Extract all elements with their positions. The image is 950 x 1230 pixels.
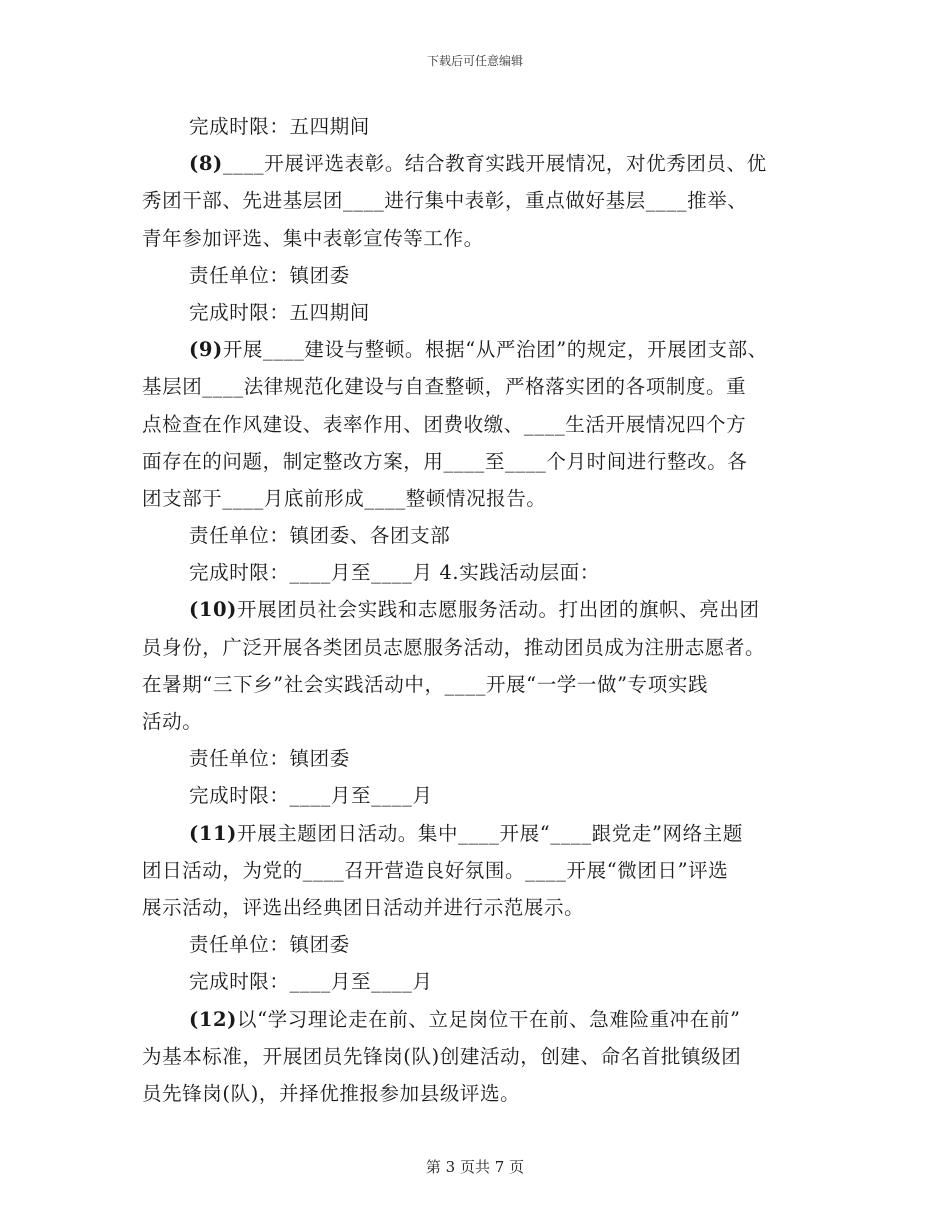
page-header: 下载后可任意编辑 <box>426 54 523 68</box>
line-text: 以“学习理论走在前、立足岗位干在前、急难险重冲在前” <box>237 1007 741 1031</box>
line-text: 完成时限：____月至____月 4.实践活动层面： <box>189 561 600 585</box>
text-line <box>142 740 812 777</box>
text-line <box>142 1038 812 1075</box>
text-line <box>142 1001 812 1038</box>
text-line <box>142 220 812 257</box>
text-line <box>142 963 812 1000</box>
line-text: 为基本标准，开展团员先锋岗(队)创建活动，创建、命名首批镇级团 <box>142 1044 742 1068</box>
line-text: 完成时限：五四期间 <box>189 115 370 138</box>
item-number: (12) <box>189 1007 237 1031</box>
text-line <box>142 852 812 889</box>
text-line <box>142 145 812 182</box>
item-number: (10) <box>189 598 237 622</box>
text-line <box>142 517 812 554</box>
line-text: 青年参加评选、集中表彰宣传等工作。 <box>142 226 484 250</box>
line-text: 完成时限：五四期间 <box>189 300 370 324</box>
text-line <box>142 815 812 852</box>
line-text: ____开展评选表彰。结合教育实践开展情况，对优秀团员、优 <box>222 152 767 176</box>
line-text: 完成时限：____月至____月 <box>189 784 433 808</box>
text-line <box>142 591 812 628</box>
item-number: (11) <box>189 821 237 845</box>
document-body <box>142 108 812 1112</box>
line-text: 员先锋岗(队)，并择优推报参加县级评选。 <box>142 1081 521 1105</box>
line-text: 面存在的问题，制定整改方案，用____至____个月时间进行整改。各 <box>142 449 748 473</box>
text-line <box>142 368 812 405</box>
line-text: 团日活动，为党的____召开营造良好氛围。____开展“微团日”评选 <box>142 858 729 882</box>
text-line <box>142 703 812 740</box>
line-text: 责任单位：镇团委 <box>189 933 350 957</box>
line-text: 完成时限：____月至____月 <box>189 970 433 994</box>
line-text: 点检查在作风建设、表率作用、团费收缴、____生活开展情况四个方 <box>142 412 747 436</box>
text-line <box>142 889 812 926</box>
page-footer: 第 3 页共 7 页 <box>425 1158 525 1176</box>
text-line <box>142 331 812 368</box>
text-line <box>142 108 812 145</box>
line-text: 团支部于____月底前形成____整顿情况报告。 <box>142 486 547 510</box>
line-text: 开展____建设与整顿。根据“从严治团”的规定，开展团支部、 <box>222 338 768 362</box>
line-text: 开展主题团日活动。集中____开展“____跟党走”网络主题 <box>237 821 743 845</box>
item-number: (8) <box>189 152 223 176</box>
text-line <box>142 480 812 517</box>
line-text: 活动。 <box>142 710 203 733</box>
text-line <box>142 443 812 480</box>
text-line <box>142 629 812 666</box>
line-text: 展示活动，评选出经典团日活动并进行示范展示。 <box>142 895 585 919</box>
line-text: 开展团员社会实践和志愿服务活动。打出团的旗帜、亮出团 <box>237 598 760 622</box>
line-text: 责任单位：镇团委、各团支部 <box>189 524 451 548</box>
line-text: 在暑期“三下乡”社会实践活动中，____开展“一学一做”专项实践 <box>142 672 709 696</box>
text-line <box>142 554 812 591</box>
text-line <box>142 1075 812 1112</box>
line-text: 秀团干部、先进基层团____进行集中表彰，重点做好基层____推举、 <box>142 189 748 213</box>
text-line <box>142 182 812 219</box>
line-text: 责任单位：镇团委 <box>189 747 350 771</box>
text-line <box>142 294 812 331</box>
text-line <box>142 666 812 703</box>
line-text: 基层团____法律规范化建设与自查整顿，严格落实团的各项制度。重 <box>142 375 747 399</box>
line-text: 责任单位：镇团委 <box>189 263 350 287</box>
text-line <box>142 406 812 443</box>
text-line <box>142 257 812 294</box>
text-line <box>142 926 812 963</box>
text-line <box>142 777 812 814</box>
line-text: 员身份，广泛开展各类团员志愿服务活动，推动团员成为注册志愿者。 <box>142 635 766 659</box>
item-number: (9) <box>189 338 223 362</box>
